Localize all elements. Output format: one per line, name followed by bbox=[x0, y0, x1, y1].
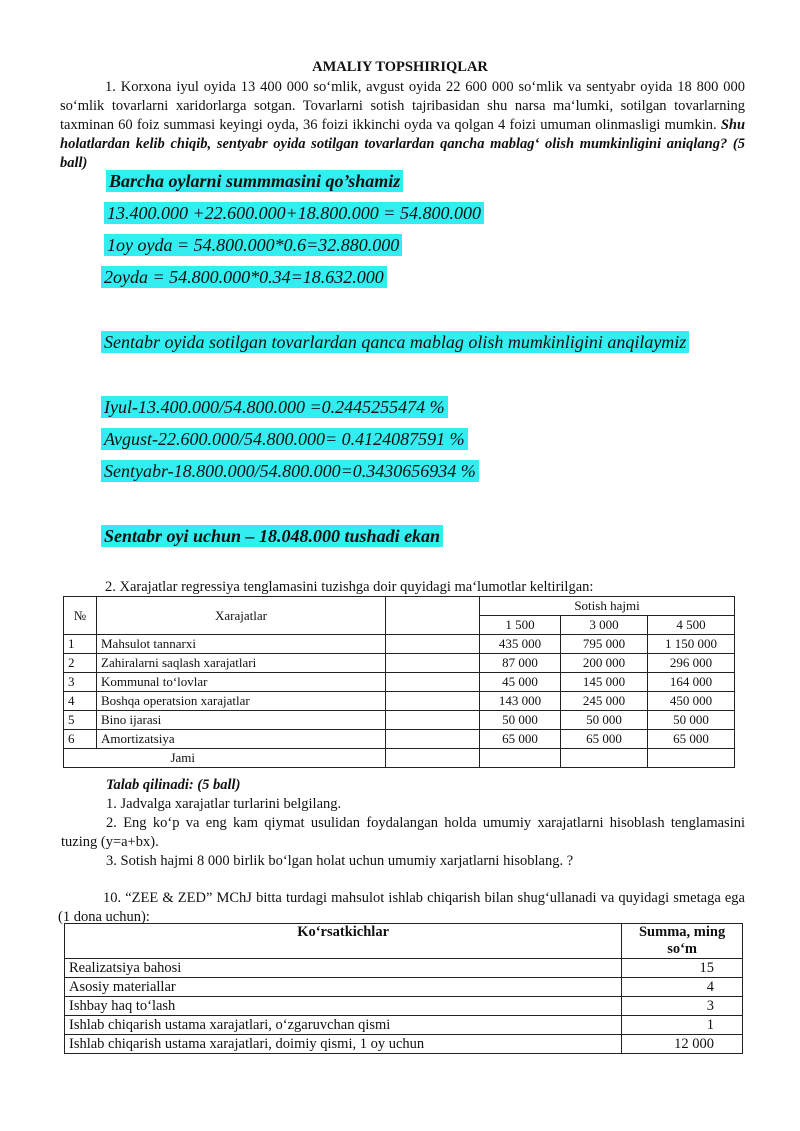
requirement-1: 1. Jadvalga xarajatlar turlarini belgilang. bbox=[106, 796, 342, 812]
requirement-3: 3. Sotish hajmi 8 000 birlik bo‘lgan holat uchun umumiy xarjatlarni hisoblang. ? bbox=[106, 853, 574, 869]
row-value: 87 000 bbox=[480, 654, 561, 673]
row-value: 50 000 bbox=[648, 711, 735, 730]
estimate-row-name: Ishlab chiqarish ustama xarajatlari, doimiy qismi, 1 oy uchun bbox=[65, 1035, 622, 1054]
row-value: 200 000 bbox=[561, 654, 648, 673]
row-value: 164 000 bbox=[648, 673, 735, 692]
table-total-row bbox=[64, 749, 735, 768]
row-value: 50 000 bbox=[480, 711, 561, 730]
table-header-empty bbox=[386, 597, 480, 635]
table-row bbox=[64, 635, 735, 654]
answer-line-5: Sentabr oyida sotilgan tovarlardan qanca mablag olish mumkinligini anqilaymiz bbox=[101, 331, 689, 353]
total-label: Jami bbox=[97, 749, 386, 768]
estimate-row-value: 1 bbox=[622, 1016, 743, 1035]
total-empty bbox=[64, 749, 97, 768]
row-value: 1 150 000 bbox=[648, 635, 735, 654]
total-empty bbox=[480, 749, 561, 768]
task10-intro: 10. “ZEE & ZED” MChJ bitta turdagi mahsulot ishlab chiqarish bilan shug‘ullanadi va quyidagi smetaga ega (1 dona uchun): bbox=[58, 890, 745, 925]
row-value: 65 000 bbox=[648, 730, 735, 749]
page-title: AMALIY TOPSHIRIQLAR bbox=[312, 59, 488, 75]
table-header-name: Xarajatlar bbox=[97, 597, 386, 635]
row-name: Kommunal to‘lovlar bbox=[97, 673, 386, 692]
answer-line-9: Sentabr oyi uchun – 18.048.000 tushadi ekan bbox=[101, 525, 443, 547]
table-row bbox=[64, 654, 735, 673]
row-no: 4 bbox=[64, 692, 97, 711]
table-row bbox=[64, 692, 735, 711]
requirements-title: Talab qilinadi: (5 ball) bbox=[106, 777, 241, 793]
row-name: Mahsulot tannarxi bbox=[97, 635, 386, 654]
answer-line-8: Sentyabr-18.800.000/54.800.000=0.3430656934 % bbox=[101, 460, 479, 482]
row-empty bbox=[386, 730, 480, 749]
row-empty bbox=[386, 711, 480, 730]
volume-header: 3 000 bbox=[561, 616, 648, 635]
table-row bbox=[65, 978, 743, 997]
expenses-table bbox=[63, 596, 735, 768]
task1-paragraph bbox=[60, 78, 745, 173]
row-value: 795 000 bbox=[561, 635, 648, 654]
estimate-row-value: 3 bbox=[622, 997, 743, 1016]
row-name: Zahiralarni saqlash xarajatlari bbox=[97, 654, 386, 673]
row-name: Bino ijarasi bbox=[97, 711, 386, 730]
answer-line-4: 2oyda = 54.800.000*0.34=18.632.000 bbox=[101, 266, 387, 288]
row-value: 245 000 bbox=[561, 692, 648, 711]
table-row bbox=[65, 1016, 743, 1035]
estimate-row-value: 15 bbox=[622, 959, 743, 978]
row-value: 143 000 bbox=[480, 692, 561, 711]
table-row bbox=[64, 711, 735, 730]
answer-line-2: 13.400.000 +22.600.000+18.800.000 = 54.800.000 bbox=[104, 202, 484, 224]
answer-line-3: 1oy oyda = 54.800.000*0.6=32.880.000 bbox=[104, 234, 402, 256]
row-no: 3 bbox=[64, 673, 97, 692]
estimate-row-name: Ishlab chiqarish ustama xarajatlari, o‘zgaruvchan qismi bbox=[65, 1016, 622, 1035]
row-no: 2 bbox=[64, 654, 97, 673]
estimate-row-name: Ishbay haq to‘lash bbox=[65, 997, 622, 1016]
total-empty bbox=[386, 749, 480, 768]
total-empty bbox=[648, 749, 735, 768]
estimate-table bbox=[64, 923, 743, 1054]
row-value: 50 000 bbox=[561, 711, 648, 730]
table-header-sales-volume: Sotish hajmi bbox=[480, 597, 735, 616]
answer-line-1: Barcha oylarni summmasini qo’shamiz bbox=[106, 170, 403, 192]
volume-header: 4 500 bbox=[648, 616, 735, 635]
task2-intro: 2. Xarajatlar regressiya tenglamasini tuzishga doir quyidagi ma‘lumotlar keltirilgan: bbox=[105, 579, 594, 595]
estimate-row-value: 4 bbox=[622, 978, 743, 997]
task1-question: Shu holatlardan kelib chiqib, sentyabr oyida sotilgan tovarlardan qancha mablag‘ olish mumkinligini aniqlang? (5 ball) bbox=[60, 117, 746, 171]
table-row bbox=[64, 673, 735, 692]
estimate-header-indicators: Ko‘rsatkichlar bbox=[65, 924, 622, 959]
row-empty bbox=[386, 654, 480, 673]
row-value: 435 000 bbox=[480, 635, 561, 654]
requirement-2: 2. Eng ko‘p va eng kam qiymat usulidan foydalangan holda umumiy xarajatlarni hisoblash tenglamasini tuzing (y=a+bx). bbox=[61, 815, 745, 850]
row-value: 65 000 bbox=[480, 730, 561, 749]
estimate-row-name: Asosiy materiallar bbox=[65, 978, 622, 997]
task1-text: 1. Korxona iyul oyida 13 400 000 so‘mlik, avgust oyida 22 600 000 so‘mlik va sentyabr oyida 18 800 000 so‘mlik tovarlarni xaridorlarga sotgan. Tovarlarni sotish tajribasidan shu narsa ma‘lumki, sotilgan tovarlarning taxminan 60 foiz summasi keyingi oyda, 36 foizi ikkinchi oyda va qolgan 4 foizi umuman olinmasligi mumkin. bbox=[60, 79, 745, 133]
row-no: 6 bbox=[64, 730, 97, 749]
row-value: 45 000 bbox=[480, 673, 561, 692]
total-empty bbox=[561, 749, 648, 768]
row-value: 450 000 bbox=[648, 692, 735, 711]
row-empty bbox=[386, 635, 480, 654]
volume-header: 1 500 bbox=[480, 616, 561, 635]
row-value: 145 000 bbox=[561, 673, 648, 692]
row-value: 296 000 bbox=[648, 654, 735, 673]
estimate-header-sum: Summa, ming so‘m bbox=[622, 924, 743, 959]
row-empty bbox=[386, 692, 480, 711]
table-row bbox=[65, 959, 743, 978]
row-empty bbox=[386, 673, 480, 692]
table-row bbox=[65, 1035, 743, 1054]
table-row bbox=[65, 997, 743, 1016]
row-name: Boshqa operatsion xarajatlar bbox=[97, 692, 386, 711]
row-value: 65 000 bbox=[561, 730, 648, 749]
answer-line-7: Avgust-22.600.000/54.800.000= 0.4124087591 % bbox=[101, 428, 468, 450]
row-name: Amortizatsiya bbox=[97, 730, 386, 749]
estimate-row-value: 12 000 bbox=[622, 1035, 743, 1054]
estimate-row-name: Realizatsiya bahosi bbox=[65, 959, 622, 978]
row-no: 1 bbox=[64, 635, 97, 654]
table-header-no: № bbox=[64, 597, 97, 635]
row-no: 5 bbox=[64, 711, 97, 730]
table-row bbox=[64, 730, 735, 749]
answer-line-6: Iyul-13.400.000/54.800.000 =0.2445255474 % bbox=[101, 396, 448, 418]
